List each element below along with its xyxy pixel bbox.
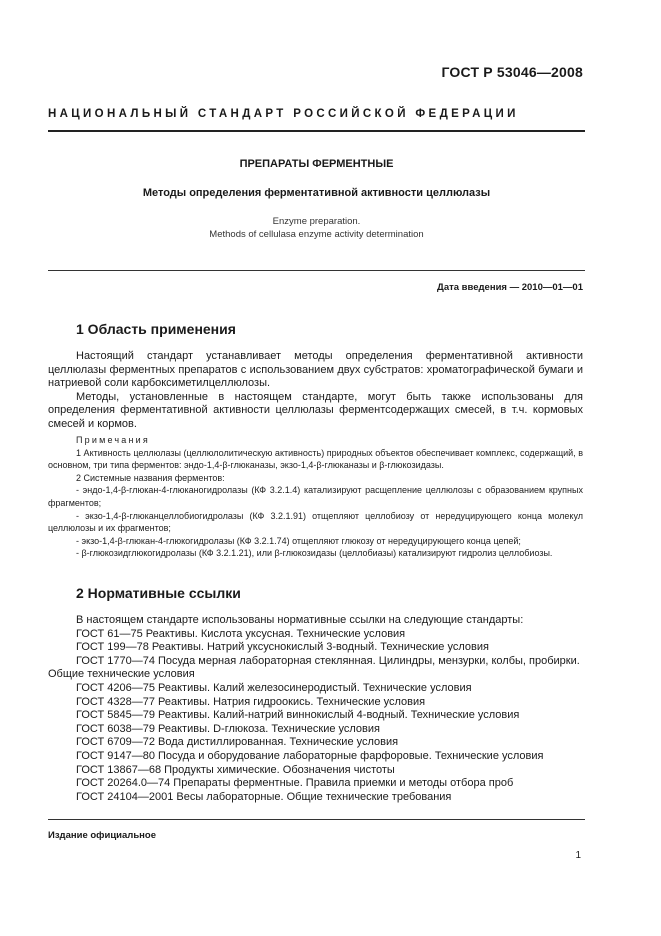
note-2a: - эндо-1,4-β-глюкан-4-глюканогидролазы (КФ 3.2.1.4) катализируют расщепление целлюлозы с образованием крупных фрагментов;	[48, 485, 583, 508]
reference-item: ГОСТ 5845—79 Реактивы. Калий-натрий виннокислый 4-водный. Технические условия	[76, 709, 520, 722]
section1-notes	[48, 434, 583, 560]
reference-item: ГОСТ 1770—74 Посуда мерная лабораторная стеклянная. Цилиндры, мензурки, колбы, пробирки.	[76, 654, 580, 667]
section1-body	[48, 350, 583, 432]
header-rule	[48, 130, 585, 132]
section1-para1: Настоящий стандарт устанавливает методы определения ферментативной активности целлюлазы ферментных препаратов с использованием двух субстратов: хроматографической бумаги и натриевой соли карбоксиметилцеллюлозы.	[48, 350, 583, 390]
title-rule	[48, 270, 585, 271]
english-title-line1: Enzyme preparation.	[272, 216, 361, 227]
reference-item: ГОСТ 6038—79 Реактивы. D-глюкоза. Технические условия	[76, 722, 380, 735]
note-2b: - экзо-1,4-β-глюканцеллобиогидролазы (КФ 3.2.1.91) отщепляют целлобиозу от нередуцирующего конца молекул целлюлозы и их фрагментов;	[48, 510, 583, 534]
note-2: 2 Системные названия ферментов:	[76, 472, 225, 483]
section1-para2: Методы, установленные в настоящем стандарте, могут быть также использованы для определения ферментативной активности целлюлазы ферментсодержащих смесей, в т.ч. кормовых смесей и кормов.	[48, 390, 583, 430]
document-subtitle: Методы определения ферментативной активности целлюлазы	[142, 187, 491, 199]
note-2c: - экзо-1,4-β-глюкан-4-глюкогидролазы (КФ 3.2.1.74) отщепляют глюкозу от нередуцирующего конца цепей;	[76, 535, 521, 546]
introduction-date: Дата введения — 2010—01—01	[437, 282, 583, 293]
reference-item: ГОСТ 6709—72 Вода дистиллированная. Технические условия	[76, 736, 399, 749]
edition-label: Издание официальное	[48, 830, 156, 841]
section2-heading: 2 Нормативные ссылки	[76, 585, 241, 601]
reference-item: ГОСТ 13867—68 Продукты химические. Обозначения чистоты	[76, 763, 395, 776]
english-title-line2: Methods of cellulasa enzyme activity determination	[209, 229, 424, 240]
national-standard-banner: НАЦИОНАЛЬНЫЙ СТАНДАРТ РОССИЙСКОЙ ФЕДЕРАЦИИ	[48, 108, 519, 120]
reference-item: ГОСТ 20264.0—74 Препараты ферментные. Правила приемки и методы отбора проб	[76, 777, 514, 790]
reference-item: ГОСТ 199—78 Реактивы. Натрий уксуснокислый 3-водный. Технические условия	[76, 641, 489, 654]
reference-item: ГОСТ 9147—80 Посуда и оборудование лабораторные фарфоровые. Технические условия	[76, 749, 544, 762]
document-title: ПРЕПАРАТЫ ФЕРМЕНТНЫЕ	[239, 158, 394, 170]
reference-item: ГОСТ 4328—77 Реактивы. Натрия гидроокись. Технические условия	[76, 695, 426, 708]
references-list	[48, 614, 588, 804]
references-intro: В настоящем стандарте использованы нормативные ссылки на следующие стандарты:	[76, 614, 524, 626]
reference-item: ГОСТ 61—75 Реактивы. Кислота уксусная. Технические условия	[76, 627, 406, 640]
reference-item: ГОСТ 4206—75 Реактивы. Калий железосинеродистый. Технические условия	[76, 681, 472, 694]
note-2d: - β-глюкозидглюкогидролазы (КФ 3.2.1.21), или β-глюкозидазы (целлобиазы) катализируют гидролиз целлобиозы.	[76, 548, 553, 559]
note-1: 1 Активность целлюлазы (целлюлолитическую активность) природных объектов обеспечивает комплекс, содержащий, в основном, три типа ферментов: эндо-1,4-β-глюканазы, экзо-1,4-β-глюканазы и β-глюкозидазы.	[48, 447, 583, 471]
reference-item-continuation: Общие технические условия	[48, 668, 195, 681]
section1-heading: 1 Область применения	[76, 321, 236, 337]
page-number: 1	[575, 850, 581, 861]
notes-label: Примечания	[76, 435, 150, 445]
gost-code: ГОСТ Р 53046—2008	[441, 64, 583, 80]
reference-item: ГОСТ 24104—2001 Весы лабораторные. Общие технические требования	[76, 790, 452, 803]
footer-rule	[48, 819, 585, 820]
